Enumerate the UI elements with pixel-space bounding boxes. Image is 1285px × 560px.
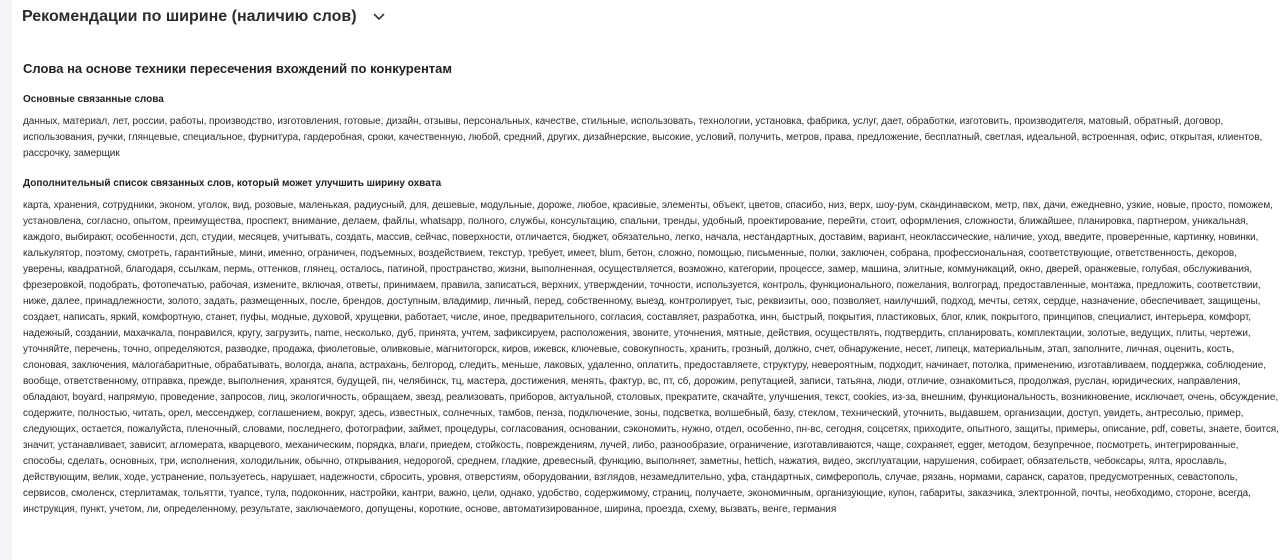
page-title: Рекомендации по ширине (наличию слов) — [22, 8, 357, 25]
main-words-title: Основные связанные слова — [23, 94, 164, 105]
recommendations-panel — [12, 0, 1285, 560]
chevron-down-icon[interactable] — [369, 7, 389, 27]
extra-words-title: Дополнительный список связанных слов, который может улучшить ширину охвата — [23, 178, 442, 189]
panel-header[interactable] — [22, 7, 389, 27]
section-title: Слова на основе техники пересечения вхождений по конкурентам — [23, 61, 453, 76]
extra-words-list: карта, хранения, сотрудники, эконом, уголок, вид, розовые, маленькая, радиусный, для, дешевые, модульные, дороже, любое, красивые, элементы, объект, цветов, спасибо, низ, верх, шоу-рум, скандинавском, метр, пвх, дачи, ежедневно, узкие, новые, просто, поможем, установлена, согласно, опытом, преимущества, проспект, внимание, делаем, файлы, whatsapp, полного, службы, консультацию, спальни, тренды, удобный, проектирование, перейти, стоит, оформления, сложности, ближайшее, планировка, партнером, уникальная, каждого, выбирают, особенности, дсп, студии, месяцев, учитывать, создать, массив, сейчас, поверхности, отличается, бюджет, обязательно, легко, начала, нестандартных, доставим, вариант, неоклассические, наличие, уход, введите, проверенные, картинку, новинки, калькулятор, поэтому, смотреть, гарантийные, мини, именно, ограничен, подъемных, воздействием, текстур, требует, имеет, blum, бетон, сложно, помощью, письменные, полки, заключен, собрана, профессиональная, соответствующие, ответственность, декоров, уверены, квадратной, благодаря, ссылкам, пермь, оттенков, глянец, осталось, патиной, пространство, жизни, выполненная, осуществляется, возможно, категории, процессе, замер, машина, элитные, коммуникаций, окно, дверей, оранжевые, голубая, обслуживания, фрезеровкой, подобрать, фотопечатью, рабочая, измените, включая, ответы, принимаем, правила, записаться, верхних, утверждении, точности, используется, контроль, функционального, пожелания, волгоград, предоставленные, монтажа, предложить, соответствии, ниже, далее, принадлежности, золото, задать, размещенных, после, брендов, доступным, владимир, личный, перед, собственному, выезд, контролирует, тыс, реквизиты, ооо, позволяет, наилучший, подход, мечты, сетях, сердце, назначение, обеспечивает, защищены, создает, написать, яркий, комфортную, станет, пуфы, модные, духовой, хрущевки, работает, числе, иное, предварительного, согласия, составляет, разработка, инн, быстрый, покрытия, пластиковых, блог, клик, покрытого, принципов, специалист, интерьера, комфорт, надежный, создании, махачкала, понравился, кругу, загрузить, name, несколько, дуб, принята, учтем, зафиксируем, расположения, звоните, уточнения, мятные, действия, осуществлять, подтвердить, спланировать, комплектации, золотые, ведущих, плиты, чертежи, уточняйте, перечень, точно, определяются, разводке, продажа, фиолетовые, оливковые, магнитогорск, киров, ижевск, ключевые, совокупность, хранить, грозный, должно, счет, обнаружение, несет, липецк, материальным, этап, заполните, личная, оценить, кость, слоновая, заключения, малогабаритные, обрабатывать, вологда, анапа, астрахань, белгород, следить, меньше, лаковых, удаленно, оплатить, предоставляете, структуру, невероятным, подходит, начинает, потолка, применению, изготавливаем, поддержка, соблюдение, вообще, ответственному, отправка, прежде, выполнения, хранятся, будущей, пн, челябинск, тц, мастера, достижения, менять, фактур, вс, пт, сб, дорожим, репутацией, записи, татьяна, люди, отличие, ознакомиться, продолжая, руслан, юридических, направления, обладают, boyard, напрямую, проведение, запросов, лиц, экологичность, обращаем, звезд, реализовать, приборов, актуальной, столовых, прекратите, скачайте, улучшения, текст, cookies, из-за, внешним, функциональность, возникновение, исключает, очень, обсуждение, содержите, полностью, читать, орел, мессенджер, соглашением, вокруг, здесь, известных, солнечных, тамбов, пенза, подключение, зоны, подсветка, волшебный, базу, стеклом, технический, уточнить, выдавшем, организации, доступ, увидеть, антресолью, пример, следующих, остается, пожалуйста, пленочный, словами, последнего, фотографии, займет, процедуры, согласования, основании, сэкономить, нужно, отдел, особенно, пн-вс, сегодня, соцсетях, приходите, опытного, защиты, примеры, описание, pdf, советы, знаете, боится, значит, устанавливает, зависит, агломерата, кварцевого, механическим, порядка, влаги, приедем, стойкость, повреждениям, лучей, либо, разнообразие, ограничение, изготавливаются, чаще, сохраняет, egger, методом, безупречное, посмотреть, интегрированные, способы, сделать, основных, три, исполнения, холодильник, обычно, открывания, недорогой, среднем, гладкие, древесный, функцию, выполняет, заметны, hettich, нажатия, видео, эксплуатации, нарушения, собирает, обязательств, чебоксары, ялта, ярославль, действующим, велик, ходе, устранение, пользуетесь, нарушает, надежности, сбросить, уровня, отверстиям, оборудовании, взглядов, незамедлительно, уфа, стандартных, симферополь, случае, рязань, нормами, саранск, саратов, предусмотренных, севастополь, сервисов, смоленск, стерлитамак, тольятти, туапсе, тула, подоконник, настройки, кантри, важно, цели, однако, удобство, содержимому, страниц, получаете, экономичным, организующие, купон, габариты, заказчика, электронной, почты, необходимо, стороне, всегда, инструкция, пункт, учетом, ли, определенному, результате, заключаемого, допущены, короткие, основе, автоматизированное, ширина, проезда, схему, вызвать, венге, германия — [23, 200, 1279, 515]
main-words-list: данных, материал, лет, россии, работы, производство, изготовления, готовые, дизайн, отзывы, персональных, качестве, стильные, использовать, технологии, установка, фабрика, услуг, дает, обработки, изготовить, производителя, матовый, обратный, договор, использования, ручки, глянцевые, специальное, фурнитура, гардеробная, сроки, качественную, любой, средний, других, дизайнерские, высокие, условий, получить, метров, права, предложение, бесплатный, светлая, идеальной, встроенная, офис, открытая, клиентов, рассрочку, замерщик — [23, 116, 1263, 159]
